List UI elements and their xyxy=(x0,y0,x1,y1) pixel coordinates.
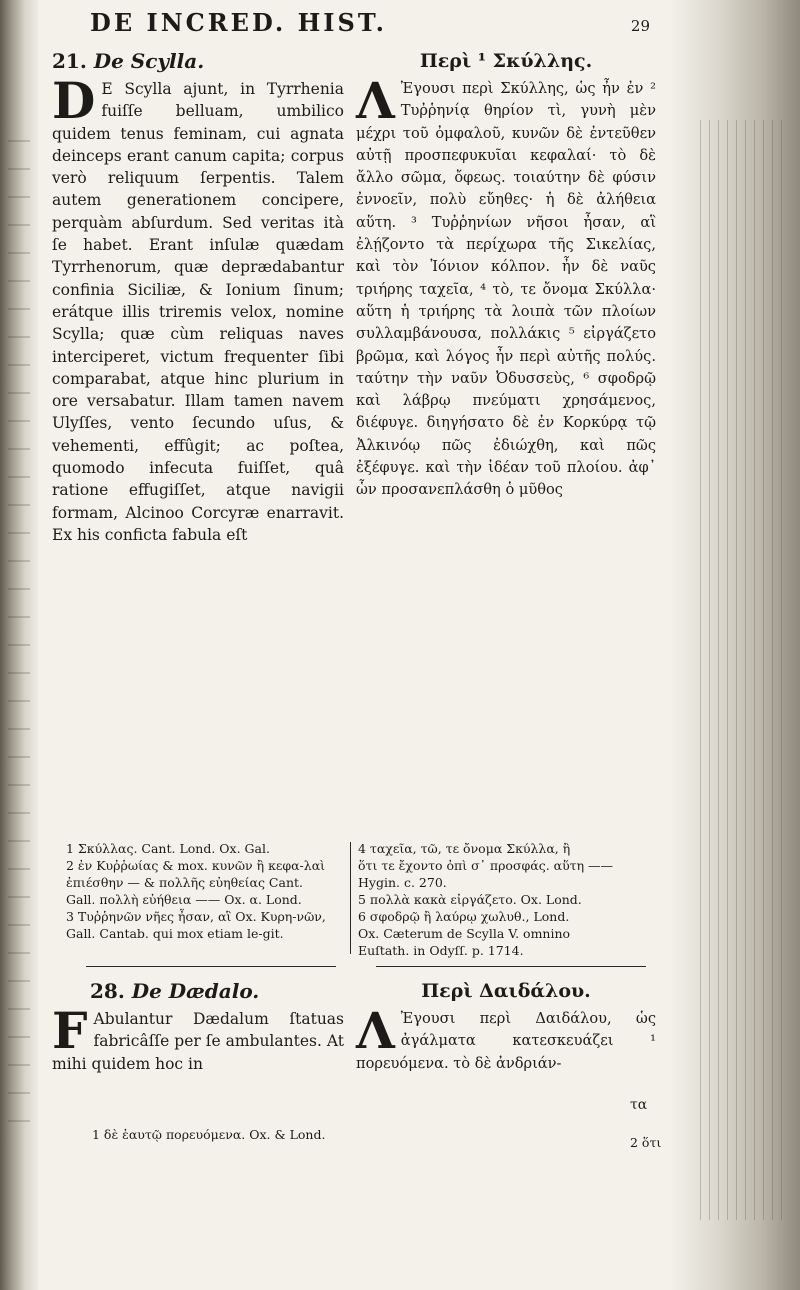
page-edge-texture xyxy=(700,120,790,1220)
latin-body: E Scylla ajunt, in Tyrrhenia fuiſſe belluam, umbilico quidem tenus feminam, cui agnata deinceps erant canum capita; corpus verò reliquum ſerpentis. Talem autem generationem concipere, perquàm abſurdum. Sed veritas ità ſe habet. Erant inſulæ quædam Tyrrhenorum, quæ deprædabantur confinia Siciliæ, & Ionium ſinum; erátque illis triremis velox, nomine Scylla; quæ cùm reliquas naves interciperet, victum frequenter ſibi comparabat, atque hinc plurium in ore versabatur. Illam tamen navem Ulyſſes, vento ſecundo uſus, & vehementi, effûgit; ac poſtea, quomodo infecuta fuiſſet, quâ ratione effugiſſet, atque navigii formam, Alcinoo Corcyræ enarravit. Ex his conficta fabula eſt xyxy=(52,80,344,544)
footnote: 2 ἐν Κυῤῥωίας & mox. κυνῶν ἢ κεφα-λαὶ ἐπιέσθην — & πολλῆς εὐηθείας Cant. xyxy=(66,858,326,890)
section-divider-left xyxy=(86,966,336,967)
section-28-latin-title xyxy=(52,978,344,1004)
greek-body: Ἐγουσι περὶ Σκύλλης, ὡς ἦν ἐν ² Τυῤῥηνίᾳ θηρίον τὶ, γυνὴ μὲν μέχρι τοῦ ὀμφαλοῦ, κυνῶν δὲ ἐντεῦθεν αὐτῇ προσπεφυκυῖαι κεφαλαί· τὸ δὲ ἄλλο σῶμα, ὄφεως. τοιαύτην δὲ φύσιν ἐννοεῖν, πολὺ εὔηθες· ἡ δὲ ἀλήθεια αὕτη. ³ Τυῤῥηνίων νῆσοι ἦσαν, αἳ ἐλῄζοντο τὰ περίχωρα τῆς Σικελίας, καὶ τὸν Ἰόνιον κόλπον. ἦν δὲ ναῦς τριήρης ταχεῖα, ⁴ τὸ, τε ὄνομα Σκύλλα· αὕτη ἡ τριήρης τὰ λοιπὰ τῶν πλοίων συλλαμβάνουσα, πολλάκις ⁵ εἰργάζετο βρῶμα, καὶ λόγος ἦν περὶ αὐτῆς πολύς. ταύτην τὴν ναῦν Ὀδυσσεὺς, ⁶ σφοδρῷ καὶ λάβρῳ πνεύματι χρησάμενος, διέφυγε. διηγήσατο δὲ ἐν Κορκύρᾳ τῷ Ἀλκινόῳ πῶς ἐδιώχθη, καὶ πῶς ἐξέφυγε. καὶ τὴν ἰδέαν τοῦ πλοίου. ἀφ᾽ ὧν προσανεπλάσθη ὁ μῦθος xyxy=(356,80,656,499)
section-21-latin xyxy=(52,48,344,546)
footnote-28-right: 2 ὅτι xyxy=(630,1135,662,1150)
section-28-greek-text xyxy=(356,1001,656,1075)
drop-cap: Λ xyxy=(356,1001,395,1060)
section-21-latin-title xyxy=(52,48,344,74)
section-title-text: De Scylla. xyxy=(93,49,205,73)
section-number: 21. xyxy=(52,49,87,73)
section-28-latin-text xyxy=(52,1001,344,1075)
section-28-latin xyxy=(52,978,344,1075)
footnote: Euſtath. in Odyſſ. p. 1714. xyxy=(358,943,524,958)
notes-divider xyxy=(350,842,351,954)
footnote: Gall. πολλὴ εὐήθεια —— Ox. α. Lond. xyxy=(66,892,302,907)
catchword: τα xyxy=(630,1097,648,1113)
page-number: 29 xyxy=(630,17,650,35)
section-title-text: De Dædalo. xyxy=(131,979,260,1003)
footnote: Ox. Cæterum de Scylla V. omnino xyxy=(358,926,571,941)
footnote: ὅτι τε ἔχοντο ὀπὶ σ᾽ προσφάς. αὕτη —— xyxy=(358,858,614,873)
footnote: 5 πολλὰ κακὰ εἰργάζετο. Ox. Lond. xyxy=(358,892,582,907)
drop-cap: Λ xyxy=(356,71,395,130)
page-header xyxy=(90,8,650,40)
footnote-28-left: 1 δὲ ἑαυτῷ πορευόμενα. Ox. & Lond. xyxy=(92,1127,326,1142)
latin-body: Abulantur Dædalum ſtatuas fabricâſſe per ſe ambulantes. At mihi quidem hoc in xyxy=(52,1010,344,1073)
book-spine-shadow xyxy=(0,0,38,1290)
footnote: Hygin. c. 270. xyxy=(358,875,447,890)
drop-cap: D xyxy=(52,71,96,130)
section-28-greek-title: Περὶ Δαιδάλου. xyxy=(421,980,591,1002)
footnotes-21-left xyxy=(66,840,346,942)
section-21-greek-text xyxy=(356,71,656,502)
section-21-greek-title: Περὶ ¹ Σκύλλης. xyxy=(419,50,593,72)
section-21-greek xyxy=(356,48,656,502)
footnote: 4 ταχεῖα, τῶ, τε ὄνομα Σκύλλα, ἢ xyxy=(358,841,571,856)
section-21-latin-text xyxy=(52,71,344,546)
footnote: 3 Τυῤῥηνῶν νῆες ἦσαν, αἳ Ox. Κυρη-νῶν, Gall. Cantab. qui mox etiam le-git. xyxy=(66,909,326,941)
page-edge-right xyxy=(670,0,800,1290)
drop-cap: F xyxy=(52,1001,88,1060)
section-28-greek xyxy=(356,978,656,1075)
footnote: 6 σφοδρῷ ἢ λαύρῳ χωλυθ., Lond. xyxy=(358,909,570,924)
footnote: 1 Σκύλλας. Cant. Lond. Ox. Gal. xyxy=(66,841,270,856)
running-head: DE INCRED. HIST. xyxy=(90,8,387,37)
footnotes-21-right xyxy=(358,840,653,959)
section-number: 28. xyxy=(90,979,125,1003)
spine-texture xyxy=(8,140,30,1140)
greek-body: Ἐγουσι περὶ Δαιδάλου, ὡς ἀγάλματα κατεσκευάζει ¹ πορευόμενα. τὸ δὲ ἀνδριάν- xyxy=(356,1010,656,1072)
section-divider-right xyxy=(376,966,646,967)
